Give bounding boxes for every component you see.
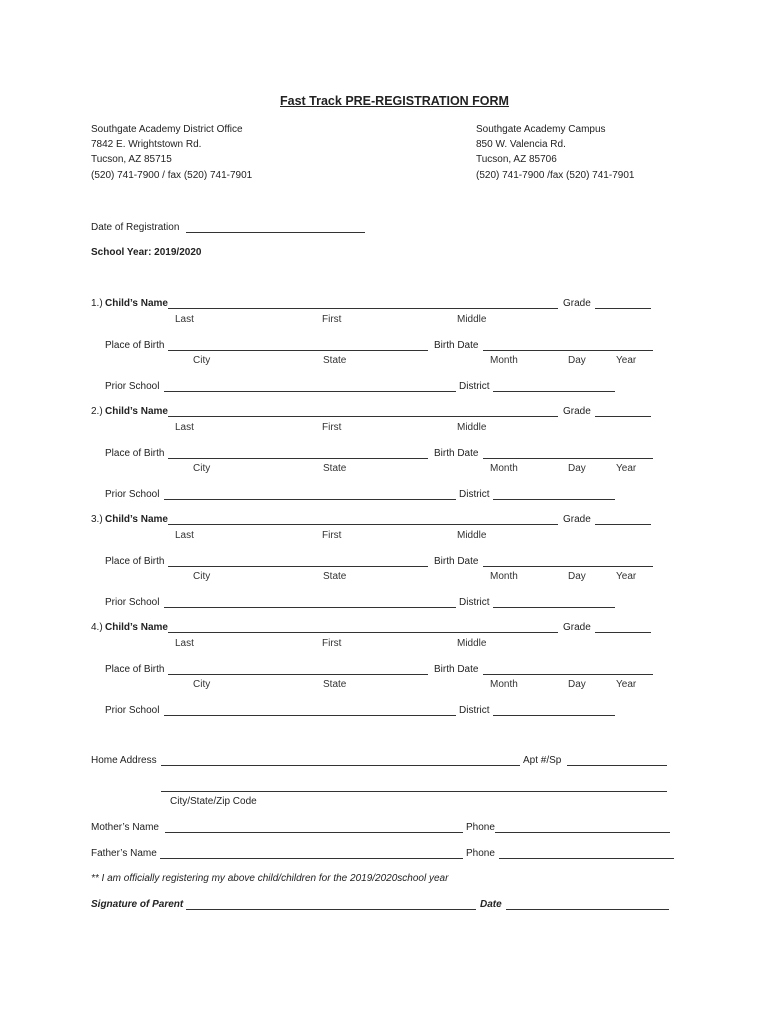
city-state-zip-field[interactable] — [161, 791, 667, 792]
child-1-day-caption: Day — [568, 355, 586, 366]
child-1-birth-date-label: Birth Date — [434, 340, 479, 351]
child-4-first-caption: First — [322, 638, 342, 649]
child-1-number: 1.) — [91, 298, 103, 309]
child-1-birth-date-field[interactable] — [483, 350, 653, 351]
mother-phone-field[interactable] — [495, 832, 670, 833]
city-state-zip-label: City/State/Zip Code — [170, 796, 257, 807]
home-address-label: Home Address — [91, 755, 157, 766]
child-3-birth-date-label: Birth Date — [434, 556, 479, 567]
child-4-birth-date-field[interactable] — [483, 674, 653, 675]
child-2-prior-school-label: Prior School — [105, 489, 160, 500]
child-4-name-label: Child’s Name — [105, 622, 168, 633]
child-2-grade-field[interactable] — [595, 416, 651, 417]
child-1-month-caption: Month — [490, 355, 518, 366]
child-2-prior-school-field[interactable] — [164, 499, 456, 500]
child-3-district-field[interactable] — [493, 607, 615, 608]
child-4-number: 4.) — [91, 622, 103, 633]
child-1-grade-label: Grade — [563, 298, 591, 309]
child-4-grade-label: Grade — [563, 622, 591, 633]
child-1-prior-school-field[interactable] — [164, 391, 456, 392]
child-2-name-field[interactable] — [168, 416, 558, 417]
signature-label: Signature of Parent — [91, 899, 184, 910]
child-1-middle-caption: Middle — [457, 314, 487, 325]
child-1-year-caption: Year — [616, 355, 637, 366]
father-phone-label: Phone — [466, 848, 495, 859]
child-2-grade-label: Grade — [563, 406, 591, 417]
child-1-district-field[interactable] — [493, 391, 615, 392]
child-2-birth-date-label: Birth Date — [434, 448, 479, 459]
campus-city: Tucson, AZ 85706 — [476, 154, 557, 165]
child-1-place-of-birth-label: Place of Birth — [105, 340, 165, 351]
child-3-first-caption: First — [322, 530, 342, 541]
child-3-prior-school-label: Prior School — [105, 597, 160, 608]
fathers-name-label: Father’s Name — [91, 848, 157, 859]
child-3-grade-label: Grade — [563, 514, 591, 525]
child-2-last-caption: Last — [175, 422, 194, 433]
child-2-year-caption: Year — [616, 463, 637, 474]
child-3-grade-field[interactable] — [595, 524, 651, 525]
mothers-name-field[interactable] — [165, 832, 463, 833]
child-4-year-caption: Year — [616, 679, 637, 690]
signature-date-field[interactable] — [506, 909, 669, 910]
home-address-field[interactable] — [161, 765, 520, 766]
child-2-first-caption: First — [322, 422, 342, 433]
child-3-name-field[interactable] — [168, 524, 558, 525]
child-4-middle-caption: Middle — [457, 638, 487, 649]
signature-field[interactable] — [186, 909, 476, 910]
child-1-place-of-birth-field[interactable] — [168, 350, 428, 351]
child-2-place-of-birth-field[interactable] — [168, 458, 428, 459]
signature-date-label: Date — [480, 899, 502, 910]
mothers-name-label: Mother’s Name — [91, 822, 159, 833]
child-1-grade-field[interactable] — [595, 308, 651, 309]
child-1-prior-school-label: Prior School — [105, 381, 160, 392]
district-office-name: Southgate Academy District Office — [91, 124, 243, 135]
campus-name: Southgate Academy Campus — [476, 124, 606, 135]
child-3-name-label: Child’s Name — [105, 514, 168, 525]
child-1-last-caption: Last — [175, 314, 194, 325]
child-3-number: 3.) — [91, 514, 103, 525]
child-2-district-field[interactable] — [493, 499, 615, 500]
child-3-city-caption: City — [193, 571, 211, 582]
child-4-district-label: District — [459, 705, 490, 716]
child-4-place-of-birth-label: Place of Birth — [105, 664, 165, 675]
child-4-state-caption: State — [323, 679, 347, 690]
child-3-place-of-birth-field[interactable] — [168, 566, 428, 567]
child-4-name-field[interactable] — [168, 632, 558, 633]
child-4-last-caption: Last — [175, 638, 194, 649]
child-4-birth-date-label: Birth Date — [434, 664, 479, 675]
child-4-grade-field[interactable] — [595, 632, 651, 633]
child-1-name-field[interactable] — [168, 308, 558, 309]
child-2-place-of-birth-label: Place of Birth — [105, 448, 165, 459]
child-3-place-of-birth-label: Place of Birth — [105, 556, 165, 567]
child-3-district-label: District — [459, 597, 490, 608]
child-4-prior-school-label: Prior School — [105, 705, 160, 716]
child-3-year-caption: Year — [616, 571, 637, 582]
school-year: School Year: 2019/2020 — [91, 247, 202, 258]
child-2-month-caption: Month — [490, 463, 518, 474]
child-2-birth-date-field[interactable] — [483, 458, 653, 459]
child-4-city-caption: City — [193, 679, 211, 690]
apt-label: Apt #/Sp — [523, 755, 562, 766]
child-2-middle-caption: Middle — [457, 422, 487, 433]
child-2-district-label: District — [459, 489, 490, 500]
child-1-district-label: District — [459, 381, 490, 392]
child-4-day-caption: Day — [568, 679, 586, 690]
child-4-prior-school-field[interactable] — [164, 715, 456, 716]
child-3-last-caption: Last — [175, 530, 194, 541]
child-3-prior-school-field[interactable] — [164, 607, 456, 608]
child-3-state-caption: State — [323, 571, 347, 582]
district-office-street: 7842 E. Wrightstown Rd. — [91, 139, 202, 150]
form-title: Fast Track PRE-REGISTRATION FORM — [280, 94, 509, 108]
district-office-phone: (520) 741-7900 / fax (520) 741-7901 — [91, 170, 253, 181]
child-2-state-caption: State — [323, 463, 347, 474]
child-1-first-caption: First — [322, 314, 342, 325]
date-of-registration-field[interactable] — [186, 232, 365, 233]
child-2-city-caption: City — [193, 463, 211, 474]
child-1-city-caption: City — [193, 355, 211, 366]
certification-statement: ** I am officially registering my above child/children for the 2019/2020school year — [91, 873, 449, 884]
child-4-month-caption: Month — [490, 679, 518, 690]
child-1-state-caption: State — [323, 355, 347, 366]
child-4-place-of-birth-field[interactable] — [168, 674, 428, 675]
child-1-name-label: Child’s Name — [105, 298, 168, 309]
mother-phone-label: Phone — [466, 822, 495, 833]
date-of-registration-label: Date of Registration — [91, 222, 180, 233]
child-3-day-caption: Day — [568, 571, 586, 582]
father-phone-field[interactable] — [499, 858, 674, 859]
campus-street: 850 W. Valencia Rd. — [476, 139, 566, 150]
child-4-district-field[interactable] — [493, 715, 615, 716]
district-office-city: Tucson, AZ 85715 — [91, 154, 172, 165]
child-3-middle-caption: Middle — [457, 530, 487, 541]
child-2-number: 2.) — [91, 406, 103, 417]
campus-phone: (520) 741-7900 /fax (520) 741-7901 — [476, 170, 635, 181]
child-3-birth-date-field[interactable] — [483, 566, 653, 567]
child-3-month-caption: Month — [490, 571, 518, 582]
fathers-name-field[interactable] — [160, 858, 463, 859]
child-2-name-label: Child’s Name — [105, 406, 168, 417]
apt-field[interactable] — [567, 765, 667, 766]
child-2-day-caption: Day — [568, 463, 586, 474]
